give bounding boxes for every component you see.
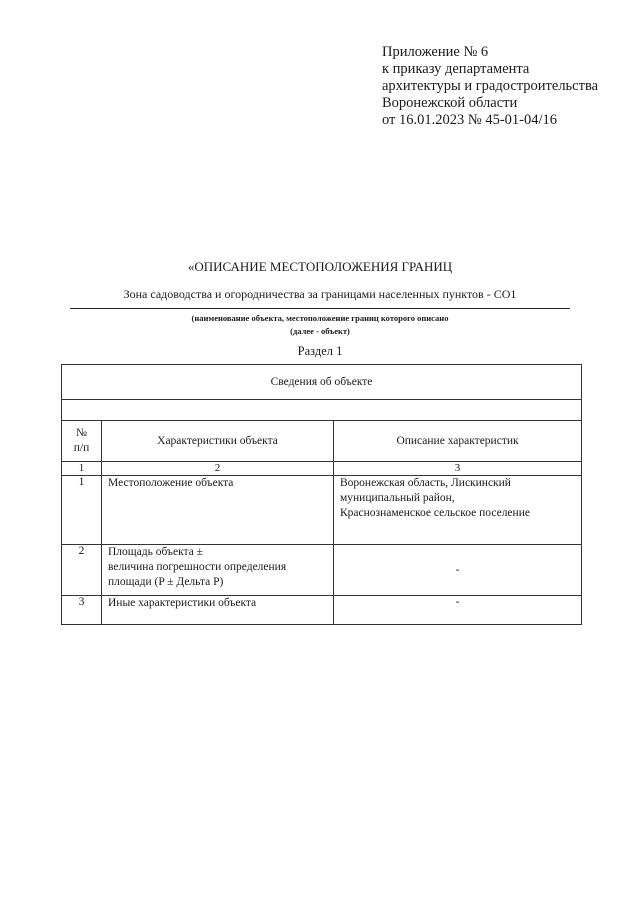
description-line: Краснознаменское сельское поселение [340, 507, 530, 519]
characteristic-line: Местоположение объекта [108, 477, 234, 489]
table-header-row [62, 421, 582, 462]
table-row [62, 476, 582, 545]
header-number-line2: п/п [73, 442, 90, 454]
appendix-block [382, 44, 598, 129]
blank-cell [62, 400, 582, 421]
header-number-line1: № [76, 427, 87, 439]
characteristic-line: величина погрешности определения [108, 561, 287, 573]
appendix-line: от 16.01.2023 № 45-01-04/16 [382, 112, 558, 128]
row-characteristic [102, 596, 334, 625]
row-characteristic [102, 476, 334, 545]
object-name-note: (наименование объекта, местоположение границ которого описано [191, 313, 449, 323]
column-number-row [62, 462, 582, 476]
document-title: «ОПИСАНИЕ МЕСТОПОЛОЖЕНИЯ ГРАНИЦ [187, 259, 453, 274]
description-line: муниципальный район, [340, 492, 455, 504]
header-description: Описание характеристик [334, 421, 582, 462]
object-info-table [61, 364, 582, 625]
table-row [62, 545, 582, 596]
underline-divider [70, 308, 570, 309]
object-alias-note: (далее - объект) [290, 326, 350, 336]
row-number: 3 [62, 596, 102, 625]
appendix-line: к приказу департамента [382, 61, 530, 77]
row-description: - [334, 596, 582, 625]
zone-name: Зона садоводства и огородничества за границами населенных пунктов - СО1 [123, 287, 517, 301]
appendix-line: архитектуры и градостроительства [382, 78, 599, 94]
appendix-line: Воронежской области [382, 95, 518, 111]
table-blank-row [62, 400, 582, 421]
section-heading: Раздел 1 [297, 344, 343, 358]
row-characteristic [102, 545, 334, 596]
characteristic-line: Площадь объекта ± [108, 546, 203, 558]
row-description [334, 476, 582, 545]
characteristic-line: площади (P ± Дельта P) [108, 576, 224, 588]
row-description: - [334, 545, 582, 596]
characteristic-line: Иные характеристики объекта [108, 597, 257, 609]
description-line: Воронежская область, Лискинский [340, 477, 511, 489]
table-row [62, 596, 582, 625]
row-number: 1 [62, 476, 102, 545]
table-title: Сведения об объекте [62, 365, 582, 400]
header-characteristics: Характеристики объекта [102, 421, 334, 462]
column-number: 3 [334, 462, 582, 476]
row-number: 2 [62, 545, 102, 596]
header-number [62, 421, 102, 462]
column-number: 2 [102, 462, 334, 476]
column-number: 1 [62, 462, 102, 476]
appendix-line: Приложение № 6 [382, 44, 489, 60]
table-title-row [62, 365, 582, 400]
